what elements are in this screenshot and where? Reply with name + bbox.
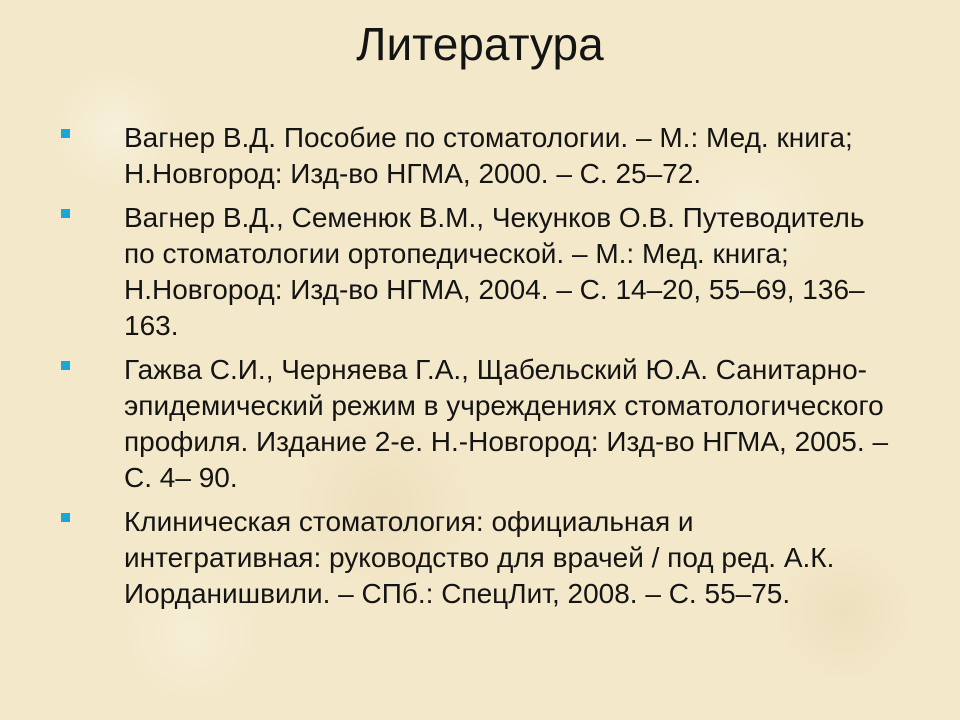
- reference-text: Клиническая стоматология: официальная и интегративная: руководство для врачей / под ред. А.К. Иорданишвили. – СПб.: СпецЛит, 2008. – С. 55–75.: [124, 506, 835, 609]
- reference-text: Вагнер В.Д. Пособие по стоматологии. – М.: Мед. книга; Н.Новгород: Изд-во НГМА, 2000. – С. 25–72.: [124, 122, 853, 189]
- square-bullet-icon: [61, 209, 70, 218]
- slide-title: Литература: [356, 18, 604, 70]
- reference-item: [58, 200, 898, 344]
- reference-list: [58, 120, 898, 620]
- square-bullet-icon: [61, 513, 70, 522]
- reference-text: Вагнер В.Д., Семенюк В.М., Чекунков О.В. Путеводитель по стоматологии ортопедической. – М.: Мед. книга; Н.Новгород: Изд-во НГМА, 2004. – С. 14–20, 55–69, 136–163.: [124, 202, 865, 341]
- square-bullet-icon: [61, 129, 70, 138]
- reference-item: [58, 352, 898, 496]
- reference-item: [58, 120, 898, 192]
- reference-item: [58, 504, 898, 612]
- reference-text: Гажва С.И., Черняева Г.А., Щабельский Ю.А. Санитарно-эпидемический режим в учреждениях стоматологического профиля. Издание 2-е. Н.-Новгород: Изд-во НГМА, 2005. – С. 4– 90.: [124, 354, 889, 493]
- square-bullet-icon: [61, 361, 70, 370]
